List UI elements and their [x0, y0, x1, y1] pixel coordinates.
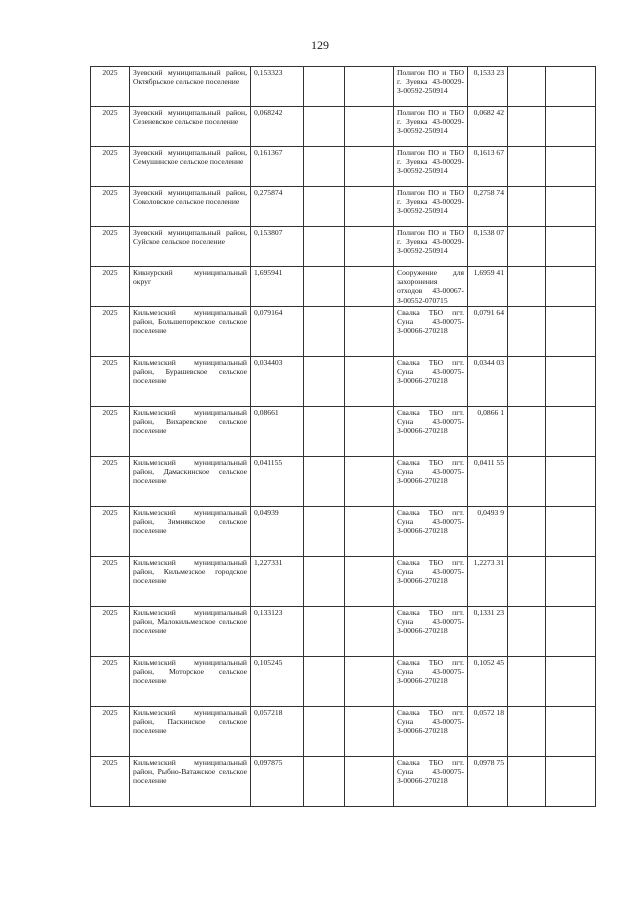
- empty-cell: [304, 267, 345, 307]
- facility-cell: Полигон ПО и ТБО г. Зуевка 43-00029-З-00592-250914: [394, 227, 468, 267]
- municipality-cell: Кильмезский муниципальный район, Малокильмезское сельское поселение: [130, 607, 251, 657]
- value-cell: 0,04939: [251, 507, 304, 557]
- empty-cell: [345, 147, 394, 187]
- empty-cell: [546, 357, 596, 407]
- value-cell: 1,695941: [251, 267, 304, 307]
- year-cell: 2025: [91, 407, 130, 457]
- share-cell: 0,2758 74: [468, 187, 508, 227]
- value-cell: 0,161367: [251, 147, 304, 187]
- municipality-cell: Кильмезский муниципальный район, Большепорекское сельское поселение: [130, 307, 251, 357]
- value-cell: 0,068242: [251, 107, 304, 147]
- empty-cell: [304, 457, 345, 507]
- table-row: [91, 557, 596, 607]
- facility-cell: Полигон ПО и ТБО г. Зуевка 43-00029-З-00592-250914: [394, 107, 468, 147]
- municipality-cell: Зуевский муниципальный район, Сезеневское сельское поселение: [130, 107, 251, 147]
- value-cell: 0,079164: [251, 307, 304, 357]
- value-cell: 0,153323: [251, 67, 304, 107]
- empty-cell: [546, 227, 596, 267]
- empty-cell: [546, 457, 596, 507]
- municipality-cell: Кильмезский муниципальный район, Паскинское сельское поселение: [130, 707, 251, 757]
- empty-cell: [508, 707, 546, 757]
- year-cell: 2025: [91, 267, 130, 307]
- year-cell: 2025: [91, 707, 130, 757]
- empty-cell: [508, 147, 546, 187]
- share-cell: 0,0344 03: [468, 357, 508, 407]
- facility-cell: Полигон ПО и ТБО г. Зуевка 43-00029-З-00592-250914: [394, 67, 468, 107]
- table-row: [91, 757, 596, 807]
- value-cell: 0,08661: [251, 407, 304, 457]
- empty-cell: [508, 67, 546, 107]
- empty-cell: [345, 67, 394, 107]
- share-cell: 0,0682 42: [468, 107, 508, 147]
- table-row: [91, 307, 596, 357]
- empty-cell: [546, 307, 596, 357]
- table-row: [91, 107, 596, 147]
- empty-cell: [304, 657, 345, 707]
- facility-cell: Полигон ПО и ТБО г. Зуевка 43-00029-З-00592-250914: [394, 187, 468, 227]
- value-cell: 0,153807: [251, 227, 304, 267]
- year-cell: 2025: [91, 227, 130, 267]
- empty-cell: [546, 607, 596, 657]
- municipality-cell: Зуевский муниципальный район, Суйское сельское поселение: [130, 227, 251, 267]
- facility-cell: Свалка ТБО пгт. Суна 43-00075-З-00066-270218: [394, 757, 468, 807]
- empty-cell: [345, 307, 394, 357]
- empty-cell: [508, 457, 546, 507]
- empty-cell: [508, 357, 546, 407]
- empty-cell: [345, 357, 394, 407]
- year-cell: 2025: [91, 607, 130, 657]
- empty-cell: [546, 407, 596, 457]
- empty-cell: [508, 757, 546, 807]
- municipality-cell: Кильмезский муниципальный район, Кильмезское городское поселение: [130, 557, 251, 607]
- value-cell: 0,041155: [251, 457, 304, 507]
- empty-cell: [304, 67, 345, 107]
- empty-cell: [546, 507, 596, 557]
- empty-cell: [508, 507, 546, 557]
- empty-cell: [508, 187, 546, 227]
- empty-cell: [508, 407, 546, 457]
- empty-cell: [345, 757, 394, 807]
- table-row: [91, 227, 596, 267]
- value-cell: 0,057218: [251, 707, 304, 757]
- year-cell: 2025: [91, 147, 130, 187]
- year-cell: 2025: [91, 107, 130, 147]
- year-cell: 2025: [91, 657, 130, 707]
- empty-cell: [508, 307, 546, 357]
- table-row: [91, 657, 596, 707]
- share-cell: 1,6959 41: [468, 267, 508, 307]
- year-cell: 2025: [91, 357, 130, 407]
- facility-cell: Свалка ТБО пгт. Суна 43-00075-З-00066-270218: [394, 707, 468, 757]
- empty-cell: [345, 707, 394, 757]
- empty-cell: [345, 607, 394, 657]
- municipality-cell: Зуевский муниципальный район, Семушинское сельское поселение: [130, 147, 251, 187]
- year-cell: 2025: [91, 67, 130, 107]
- empty-cell: [546, 67, 596, 107]
- empty-cell: [345, 187, 394, 227]
- share-cell: 1,2273 31: [468, 557, 508, 607]
- facility-cell: Свалка ТБО пгт. Суна 43-00075-З-00066-270218: [394, 657, 468, 707]
- page-number: 129: [311, 38, 329, 52]
- empty-cell: [546, 107, 596, 147]
- empty-cell: [546, 267, 596, 307]
- facility-cell: Свалка ТБО пгт. Суна 43-00075-З-00066-270218: [394, 607, 468, 657]
- share-cell: 0,0866 1: [468, 407, 508, 457]
- value-cell: 1,227331: [251, 557, 304, 607]
- facility-cell: Сооружение для захоронения отходов 43-00067-З-00552-070715: [394, 267, 468, 307]
- table-row: [91, 707, 596, 757]
- value-cell: 0,105245: [251, 657, 304, 707]
- share-cell: 0,1052 45: [468, 657, 508, 707]
- empty-cell: [304, 227, 345, 267]
- share-cell: 0,0493 9: [468, 507, 508, 557]
- year-cell: 2025: [91, 187, 130, 227]
- waste-distribution-table: [90, 66, 596, 807]
- empty-cell: [345, 227, 394, 267]
- empty-cell: [304, 307, 345, 357]
- empty-cell: [546, 657, 596, 707]
- empty-cell: [508, 657, 546, 707]
- table-row: [91, 147, 596, 187]
- empty-cell: [304, 407, 345, 457]
- empty-cell: [508, 267, 546, 307]
- share-cell: 0,0978 75: [468, 757, 508, 807]
- municipality-cell: Кильмезский муниципальный район, Зимнякское сельское поселение: [130, 507, 251, 557]
- municipality-cell: Кильмезский муниципальный район, Моторское сельское поселение: [130, 657, 251, 707]
- empty-cell: [508, 227, 546, 267]
- empty-cell: [546, 187, 596, 227]
- empty-cell: [304, 757, 345, 807]
- empty-cell: [508, 557, 546, 607]
- municipality-cell: Зуевский муниципальный район, Октябрьское сельское поселение: [130, 67, 251, 107]
- year-cell: 2025: [91, 507, 130, 557]
- share-cell: 0,1538 07: [468, 227, 508, 267]
- municipality-cell: Кильмезский муниципальный район, Дамаскинское сельское поселение: [130, 457, 251, 507]
- empty-cell: [304, 187, 345, 227]
- table-row: [91, 267, 596, 307]
- municipality-cell: Кильмезский муниципальный район, Рыбно-Ватажское сельское поселение: [130, 757, 251, 807]
- empty-cell: [345, 267, 394, 307]
- empty-cell: [304, 147, 345, 187]
- table-row: [91, 187, 596, 227]
- empty-cell: [508, 107, 546, 147]
- empty-cell: [345, 107, 394, 147]
- table-row: [91, 67, 596, 107]
- share-cell: 0,0791 64: [468, 307, 508, 357]
- empty-cell: [304, 507, 345, 557]
- facility-cell: Свалка ТБО пгт. Суна 43-00075-З-00066-270218: [394, 557, 468, 607]
- share-cell: 0,1533 23: [468, 67, 508, 107]
- empty-cell: [304, 707, 345, 757]
- facility-cell: Свалка ТБО пгт. Суна 43-00075-З-00066-270218: [394, 357, 468, 407]
- municipality-cell: Кильмезский муниципальный район, Бурашевское сельское поселение: [130, 357, 251, 407]
- value-cell: 0,275874: [251, 187, 304, 227]
- value-cell: 0,097875: [251, 757, 304, 807]
- table-row: [91, 357, 596, 407]
- empty-cell: [546, 707, 596, 757]
- year-cell: 2025: [91, 457, 130, 507]
- empty-cell: [345, 407, 394, 457]
- empty-cell: [345, 507, 394, 557]
- facility-cell: Свалка ТБО пгт. Суна 43-00075-З-00066-270218: [394, 407, 468, 457]
- year-cell: 2025: [91, 557, 130, 607]
- empty-cell: [304, 557, 345, 607]
- facility-cell: Свалка ТБО пгт. Суна 43-00075-З-00066-270218: [394, 457, 468, 507]
- empty-cell: [345, 457, 394, 507]
- facility-cell: Полигон ПО и ТБО г. Зуевка 43-00029-З-00592-250914: [394, 147, 468, 187]
- table-row: [91, 507, 596, 557]
- table-row: [91, 407, 596, 457]
- municipality-cell: Кикнурский муниципальный округ: [130, 267, 251, 307]
- facility-cell: Свалка ТБО пгт. Суна 43-00075-З-00066-270218: [394, 507, 468, 557]
- table-row: [91, 607, 596, 657]
- empty-cell: [345, 657, 394, 707]
- empty-cell: [304, 607, 345, 657]
- empty-cell: [546, 757, 596, 807]
- table-row: [91, 457, 596, 507]
- empty-cell: [304, 107, 345, 147]
- municipality-cell: Зуевский муниципальный район, Соколовское сельское поселение: [130, 187, 251, 227]
- empty-cell: [546, 557, 596, 607]
- year-cell: 2025: [91, 307, 130, 357]
- share-cell: 0,0572 18: [468, 707, 508, 757]
- share-cell: 0,0411 55: [468, 457, 508, 507]
- empty-cell: [546, 147, 596, 187]
- value-cell: 0,133123: [251, 607, 304, 657]
- value-cell: 0,034403: [251, 357, 304, 407]
- share-cell: 0,1331 23: [468, 607, 508, 657]
- empty-cell: [304, 357, 345, 407]
- facility-cell: Свалка ТБО пгт. Суна 43-00075-З-00066-270218: [394, 307, 468, 357]
- year-cell: 2025: [91, 757, 130, 807]
- municipality-cell: Кильмезский муниципальный район, Вихаревское сельское поселение: [130, 407, 251, 457]
- empty-cell: [508, 607, 546, 657]
- empty-cell: [345, 557, 394, 607]
- share-cell: 0,1613 67: [468, 147, 508, 187]
